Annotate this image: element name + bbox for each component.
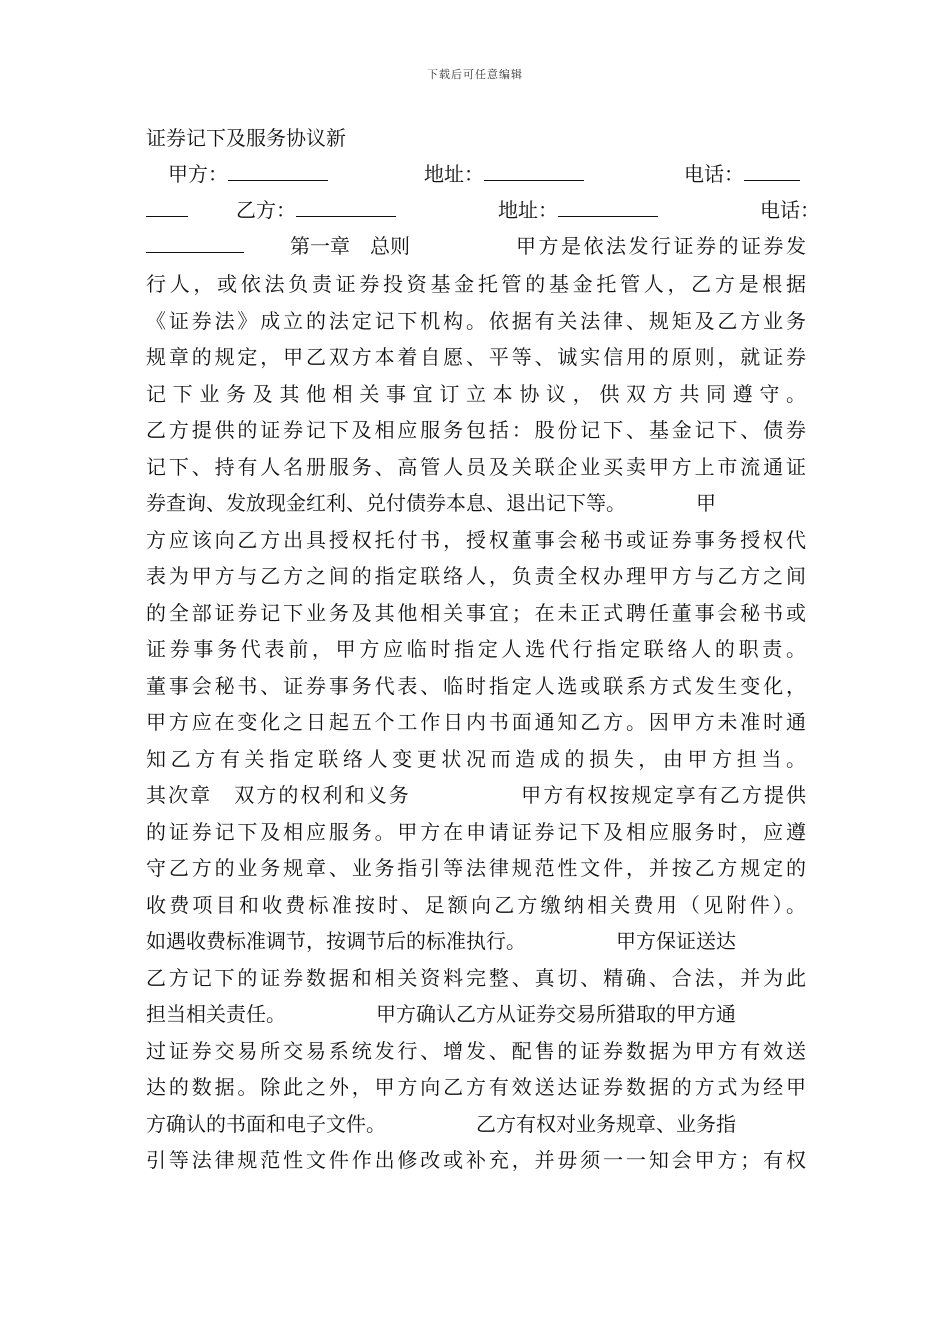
text-row: 董事会秘书、证券事务代表、临时指定人选或联系方式发生变化， xyxy=(146,673,806,698)
party-b-line xyxy=(146,192,826,228)
chapter1-intro: 甲方是依法发行证券的证券发 xyxy=(516,234,806,258)
text-row: 券查询、发放现金红利、兑付债券本息、退出记下等。 甲 xyxy=(146,491,716,515)
text-row: 守乙方的业务规章、业务指引等法律规范性文件，并按乙方规定的 xyxy=(146,856,806,880)
chapter1-heading: 第一章 总则 xyxy=(290,234,410,258)
text-row: 方确认的书面和电子文件。 乙方有权对业务规章、业务指 xyxy=(146,1111,736,1136)
text-row: 规章的规定，甲乙双方本着自愿、平等、诚实信用的原则，就证券 xyxy=(146,345,806,369)
phone-blank-1a xyxy=(744,156,800,181)
text-row: 记下业务及其他相关事宜订立本协议，供双方共同遵守。 xyxy=(146,381,806,406)
header-note: 下载后可任意编辑 xyxy=(427,68,523,81)
text-row: 表为甲方与乙方之间的指定联络人，负责全权办理甲方与乙方之间 xyxy=(146,564,806,588)
phone-blank-2 xyxy=(146,228,244,253)
address-blank-1 xyxy=(484,156,584,181)
party-a-blank xyxy=(228,156,328,181)
address-label-1: 地址： xyxy=(424,162,484,186)
text-row: 其次章 双方的权利和义务 甲方有权按规定享有乙方提供 xyxy=(146,783,806,807)
party-a-line xyxy=(146,156,806,192)
text-row: 记下、持有人名册服务、高管人员及关联企业买卖甲方上市流通证 xyxy=(146,454,806,479)
party-b-blank xyxy=(296,192,396,217)
text-row: 担当相关责任。 甲方确认乙方从证券交易所猎取的甲方通 xyxy=(146,1002,736,1026)
party-b-label: 乙方： xyxy=(236,198,296,222)
party-a-label: 甲方： xyxy=(168,162,228,186)
text-row: 收费项目和收费标准按时、足额向乙方缴纳相关费用（见附件）。 xyxy=(146,892,806,917)
text-row: 知乙方有关指定联络人变更状况而造成的损失，由甲方担当。 xyxy=(146,746,806,771)
text-row: 过证券交易所交易系统发行、增发、配售的证券数据为甲方有效送 xyxy=(146,1038,806,1063)
text-row: 的证券记下及相应服务。甲方在申请证券记下及相应服务时，应遵 xyxy=(146,819,806,844)
text-row: 行人，或依法负责证券投资基金托管的基金托管人，乙方是根据 xyxy=(146,272,806,296)
address-blank-2 xyxy=(558,192,658,217)
body-paragraph xyxy=(146,266,806,1179)
text-row: 达的数据。除此之外，甲方向乙方有效送达证券数据的方式为经甲 xyxy=(146,1075,806,1099)
address-label-2: 地址： xyxy=(498,198,558,222)
chapter1-line xyxy=(146,228,806,264)
phone-blank-1b xyxy=(146,192,188,217)
phone-label-1: 电话： xyxy=(684,162,744,186)
text-row: 乙方提供的证券记下及相应服务包括：股份记下、基金记下、债券 xyxy=(146,418,806,442)
text-row: 《证券法》成立的法定记下机构。依据有关法律、规矩及乙方业务 xyxy=(146,308,806,333)
text-row: 引等法律规范性文件作出修改或补充，并毋须一一知会甲方；有权 xyxy=(146,1148,806,1172)
text-row: 的全部证券记下业务及其他相关事宜；在未正式聘任董事会秘书或 xyxy=(146,600,806,625)
text-row: 证券事务代表前，甲方应临时指定人选代行指定联络人的职责。 xyxy=(146,637,806,661)
text-row: 甲方应在变化之日起五个工作日内书面通知乙方。因甲方未准时通 xyxy=(146,710,806,734)
text-row: 方应该向乙方出具授权托付书，授权董事会秘书或证券事务授权代 xyxy=(146,527,806,552)
text-row: 如遇收费标准调节，按调节后的标准执行。 甲方保证送达 xyxy=(146,929,736,953)
phone-label-2: 电话： xyxy=(760,198,820,222)
document-title: 证券记下及服务协议新 xyxy=(146,126,346,150)
text-row: 乙方记下的证券数据和相关资料完整、真切、精确、合法，并为此 xyxy=(146,965,806,990)
